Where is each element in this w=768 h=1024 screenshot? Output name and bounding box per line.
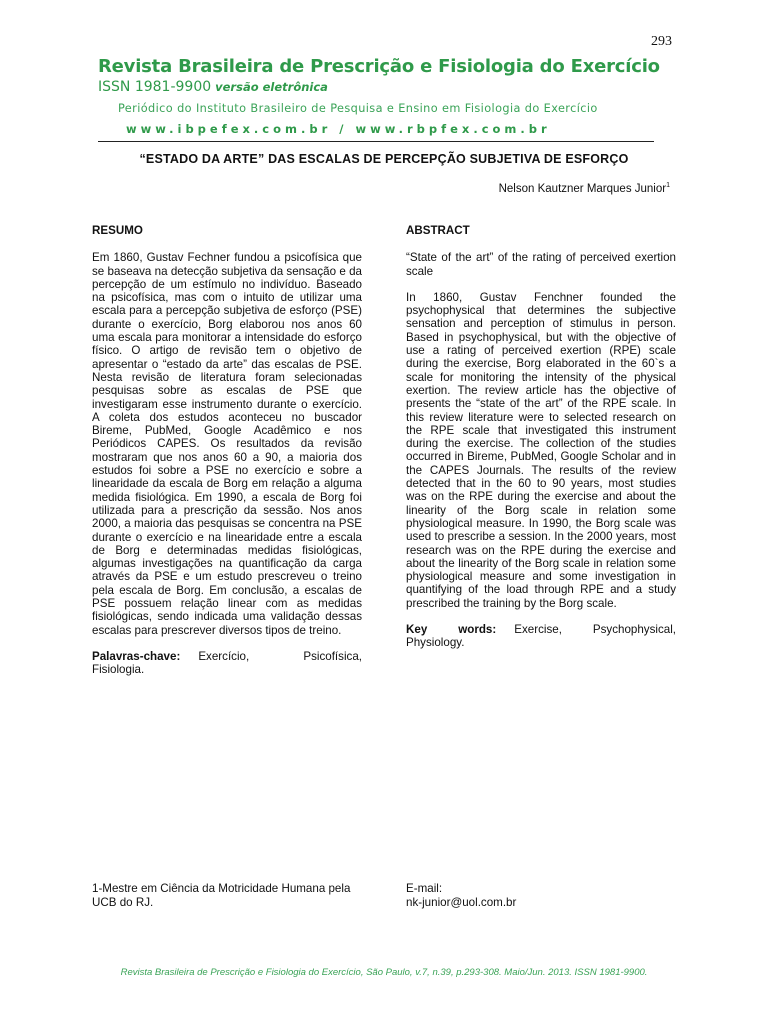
journal-title: Revista Brasileira de Prescrição e Fisiologia do Exercício: [98, 56, 660, 77]
header-divider: [98, 141, 654, 142]
abstract-keywords: [406, 623, 676, 650]
article-title: “ESTADO DA ARTE” DAS ESCALAS DE PERCEPÇÃO SUBJETIVA DE ESFORÇO: [139, 152, 629, 166]
email-footnote: [406, 882, 676, 910]
journal-websites: www.ibpefex.com.br / www.rbpfex.com.br: [126, 122, 551, 136]
issn-line: [98, 79, 678, 95]
abstract-column: [406, 224, 676, 663]
abstract-body: In 1860, Gustav Fenchner founded the psychophysical that determines the subjective sensation and perception of stimulus in person. Based in psychophysical, but with the objective of use a rating of perceived exertion (RPE) scale during the exercise, Borg elaborated in the 60`s a scale for monitoring the intensity of the physical exertion. The review article has the objective of presents the “state of the art” of the RPE scale. In this review literature were to selected research on the RPE scale that investigated this instrument during the exercise. The collection of the studies occurred in Bireme, PubMed, Google Scholar and in the CAPES Journals. The results of the review detected that in the 60 to 90 years, most studies was on the RPE during the exercise and about the linearity of the Borg scale in relation some physiological measure. In 1990, the Borg scale was used to prescribe a session. In the 2000 years, most research was on the RPE during the exercise and about the linearity of the Borg scale in relation some physiological measure and some investigation in quantifying of the load through RPE and a study prescribed the training by the Borg scale.: [406, 290, 676, 610]
journal-masthead: [98, 56, 678, 95]
resumo-keywords-label: Palavras-chave:: [92, 649, 181, 663]
email-label: E-mail:: [406, 882, 443, 895]
edition-label: versão eletrônica: [215, 80, 328, 94]
abstract-keywords-label: Key words:: [406, 623, 497, 637]
author-line: [380, 182, 670, 195]
resumo-keywords-list: Exercício, Psicofísica, Fisiologia.: [92, 649, 362, 677]
email-address[interactable]: nk-junior@uol.com.br: [406, 896, 517, 909]
abstract-keywords-list: Exercise, Psychophysical, Physiology.: [406, 623, 676, 650]
resumo-heading: RESUMO: [92, 224, 143, 237]
affiliation-footnote: 1-Mestre em Ciência da Motricidade Humana pela UCB do RJ.: [92, 882, 351, 909]
citation-footer: Revista Brasileira de Prescrição e Fisiologia do Exercício, São Paulo, v.7, n.39, p.293-308. Maio/Jun. 2013. ISSN 1981-9900.: [120, 967, 648, 978]
abstract-title: “State of the art” of the rating of perceived exertion scale: [406, 251, 676, 278]
institute-line: Periódico do Instituto Brasileiro de Pesquisa e Ensino em Fisiologia do Exercício: [118, 102, 598, 115]
page-number: 293: [651, 34, 672, 49]
issn: ISSN 1981-9900: [98, 79, 212, 95]
author-name: Nelson Kautzner Marques Junior: [498, 182, 667, 195]
resumo-column: [92, 224, 362, 690]
abstract-heading: ABSTRACT: [406, 224, 470, 237]
resumo-keywords: [92, 650, 362, 677]
resumo-body: Em 1860, Gustav Fechner fundou a psicofísica que se baseava na detecção subjetiva da sensação e da percepção de um estímulo no indivíduo. Baseado na psicofísica, mas com o intuito de utilizar uma escala para a percepção subjetiva de esforço (PSE) durante o exercício, Borg elaborou nos anos 60 uma escala para monitorar a intensidade do esforço físico. O artigo de revisão tem o objetivo de apresentar o “estado da arte” das escalas de PSE. Nesta revisão de literatura foram selecionadas pesquisas sobre as escalas de PSE que investigaram esse instrumento durante o exercício. A coleta dos estudos aconteceu no buscador Bireme, PubMed, Google Acadêmico e nos Periódicos CAPES. Os resultados da revisão mostraram que nos anos 60 a 90, a maioria dos estudos foi sobre a PSE no exercício e sobre a linearidade da escala de Borg em relação a alguma medida fisiológica. Em 1990, a escala de Borg foi utilizada para a prescrição da sessão. Nos anos 2000, a maioria das pesquisas se concentra na PSE durante o exercício e na linearidade entre a escala de Borg e determinadas medidas fisiológicas, algumas investigações na quantificação da carga através da PSE e um estudo prescreveu o treino pela escala de Borg. Em conclusão, a escalas de PSE possuem relação linear com as medidas fisiológicas, sendo indicada uma validação dessas escalas para prescrever diversos tipos de treino.: [92, 251, 362, 637]
author-affiliation-mark: 1: [666, 182, 670, 189]
